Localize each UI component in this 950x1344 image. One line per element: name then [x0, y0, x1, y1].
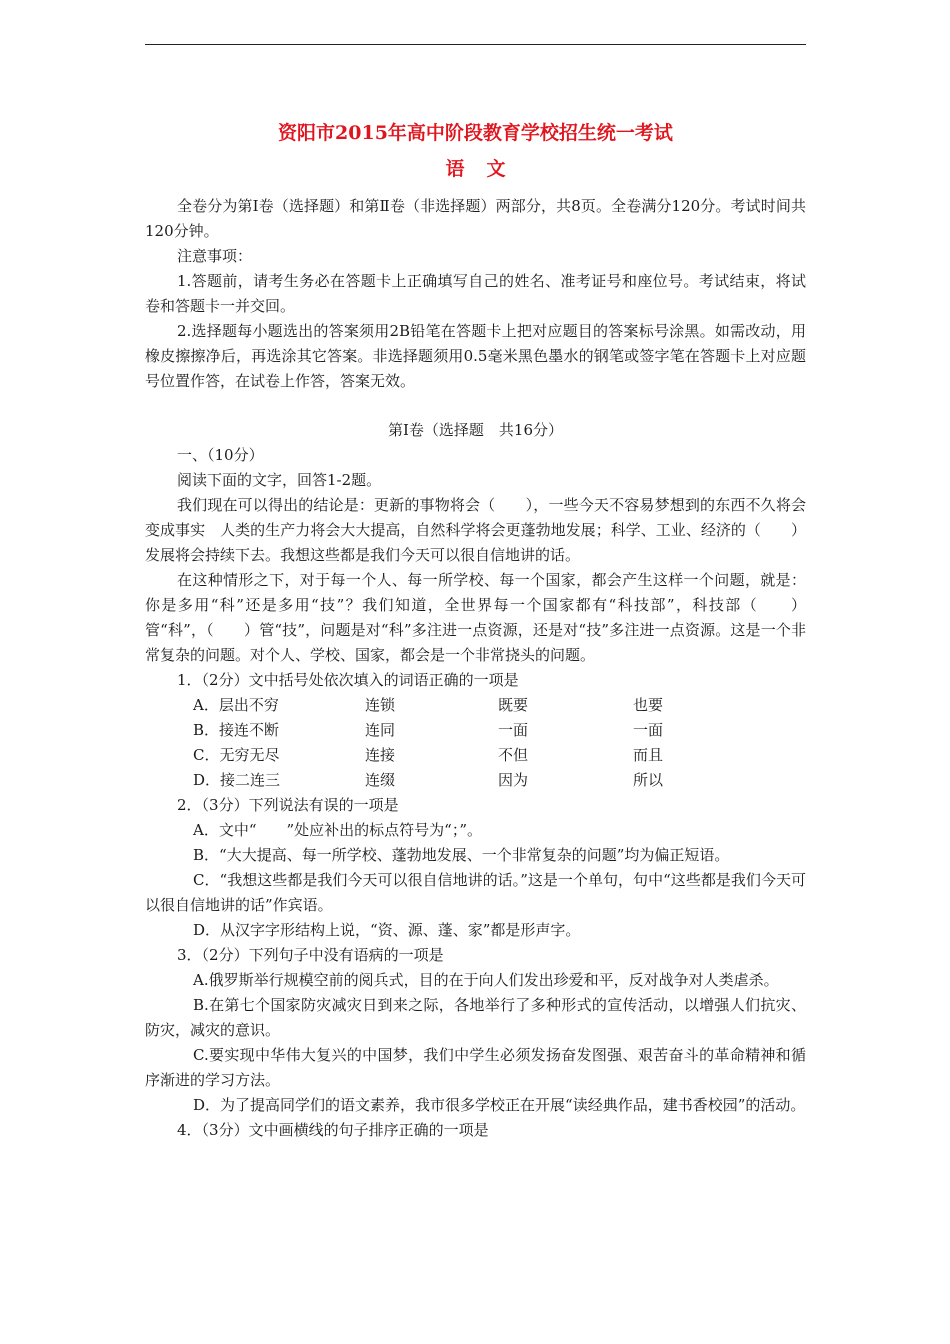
option-cell: 不但 [498, 746, 529, 764]
question-2-option-c: C．“我想这些都是我们今天可以很自信地讲的话。”这是一个单句，句中“这些都是我们今天可以很自信地讲的话”作宾语。 [145, 871, 806, 914]
header-rule [145, 44, 806, 45]
intro-paragraph: 全卷分为第Ⅰ卷（选择题）和第Ⅱ卷（非选择题）两部分，共8页。全卷满分120分。考试时间共120分钟。 [145, 197, 806, 240]
option-cell: 一面 [633, 721, 664, 739]
question-4-stem: 4．（3分）文中画横线的句子排序正确的一项是 [177, 1121, 489, 1139]
question-3-option-a: A.俄罗斯举行规模空前的阅兵式，目的在于向人们发出珍爱和平，反对战争对人类虐杀。 [193, 971, 779, 989]
passage-paragraph-1: 我们现在可以得出的结论是：更新的事物将会（ ），一些今天不容易梦想到的东西不久将会变成事实 人类的生产力将会大大提高，自然科学将会更蓬勃地发展；科学、工业、经济的（ ）发展将会持续下去。我想这些都是我们今天可以很自信地讲的话。 [145, 496, 806, 564]
option-cell: B．接连不断 [193, 721, 280, 739]
option-cell: 一面 [498, 721, 529, 739]
option-cell: 连缀 [365, 771, 396, 789]
notice-item-2: 2.选择题每小题选出的答案须用2B铅笔在答题卡上把对应题目的答案标号涂黑。如需改动，用橡皮擦擦净后，再选涂其它答案。非选择题须用0.5毫米黑色墨水的钢笔或签字笔在答题卡上对应题号位置作答，在试卷上作答，答案无效。 [145, 322, 806, 390]
question-1-options [145, 693, 806, 793]
question-3-option-b: B.在第七个国家防灾减灾日到来之际，各地举行了多种形式的宣传活动，以增强人们抗灾、防灾，减灾的意识。 [145, 996, 806, 1039]
section-title: 第Ⅰ卷（选择题 共16分） [387, 421, 563, 439]
option-row [145, 768, 806, 793]
passage-paragraph-2: 在这种情形之下，对于每一个人、每一所学校、每一个国家，都会产生这样一个问题，就是：你是多用“科”还是多用“技”？我们知道，全世界每一个国家都有“科技部”，科技部（ ）管“科”，（ ）管“技”，问题是对“科”多注进一点资源，还是对“技”多注进一点资源。这是一个非常复杂的问题。对个人、学校、国家，都会是一个非常挠头的问题。 [145, 571, 806, 664]
option-cell: 也要 [633, 696, 664, 714]
question-3-option-d: D．为了提高同学们的语文素养，我市很多学校正在开展“读经典作品，建书香校园”的活动。 [193, 1096, 806, 1114]
exam-title: 资阳市2015年高中阶段教育学校招生统一考试 [278, 122, 673, 144]
question-3-option-c: C.要实现中华伟大复兴的中国梦，我们中学生必须发扬奋发图强、艰苦奋斗的革命精神和循序渐进的学习方法。 [145, 1046, 806, 1089]
subject-title: 语文 [445, 158, 528, 180]
question-1-stem: 1．（2分）文中括号处依次填入的词语正确的一项是 [177, 671, 519, 689]
question-2-option-a: A．文中“ ”处应补出的标点符号为“；”。 [193, 821, 483, 839]
question-2-option-d: D．从汉字字形结构上说，“资、源、蓬、家”都是形声字。 [193, 921, 581, 939]
option-row [145, 693, 806, 718]
exam-page [145, 120, 806, 1143]
option-cell: 连锁 [365, 696, 396, 714]
option-cell: 因为 [498, 771, 529, 789]
notice-item-1: 1.答题前，请考生务必在答题卡上正确填写自己的姓名、准考证号和座位号。考试结束，将试卷和答题卡一并交回。 [145, 272, 806, 315]
option-cell: 连同 [365, 721, 396, 739]
option-cell: 所以 [633, 771, 664, 789]
option-cell: A．层出不穷 [193, 696, 279, 714]
reading-instruction: 阅读下面的文字，回答1-2题。 [177, 471, 382, 489]
question-2-option-b: B．“大大提高、每一所学校、蓬勃地发展、一个非常复杂的问题”均为偏正短语。 [193, 846, 730, 864]
option-cell: D．接二连三 [193, 771, 281, 789]
option-row [145, 718, 806, 743]
option-row [145, 743, 806, 768]
question-3-stem: 3．（2分）下列句子中没有语病的一项是 [177, 946, 444, 964]
option-cell: 而且 [633, 746, 664, 764]
option-cell: 连接 [365, 746, 396, 764]
option-cell: 既要 [498, 696, 529, 714]
notice-heading: 注意事项： [177, 247, 253, 265]
part-heading: 一、（10分） [177, 446, 264, 464]
question-2-stem: 2．（3分）下列说法有误的一项是 [177, 796, 399, 814]
option-cell: C．无穷无尽 [193, 746, 280, 764]
